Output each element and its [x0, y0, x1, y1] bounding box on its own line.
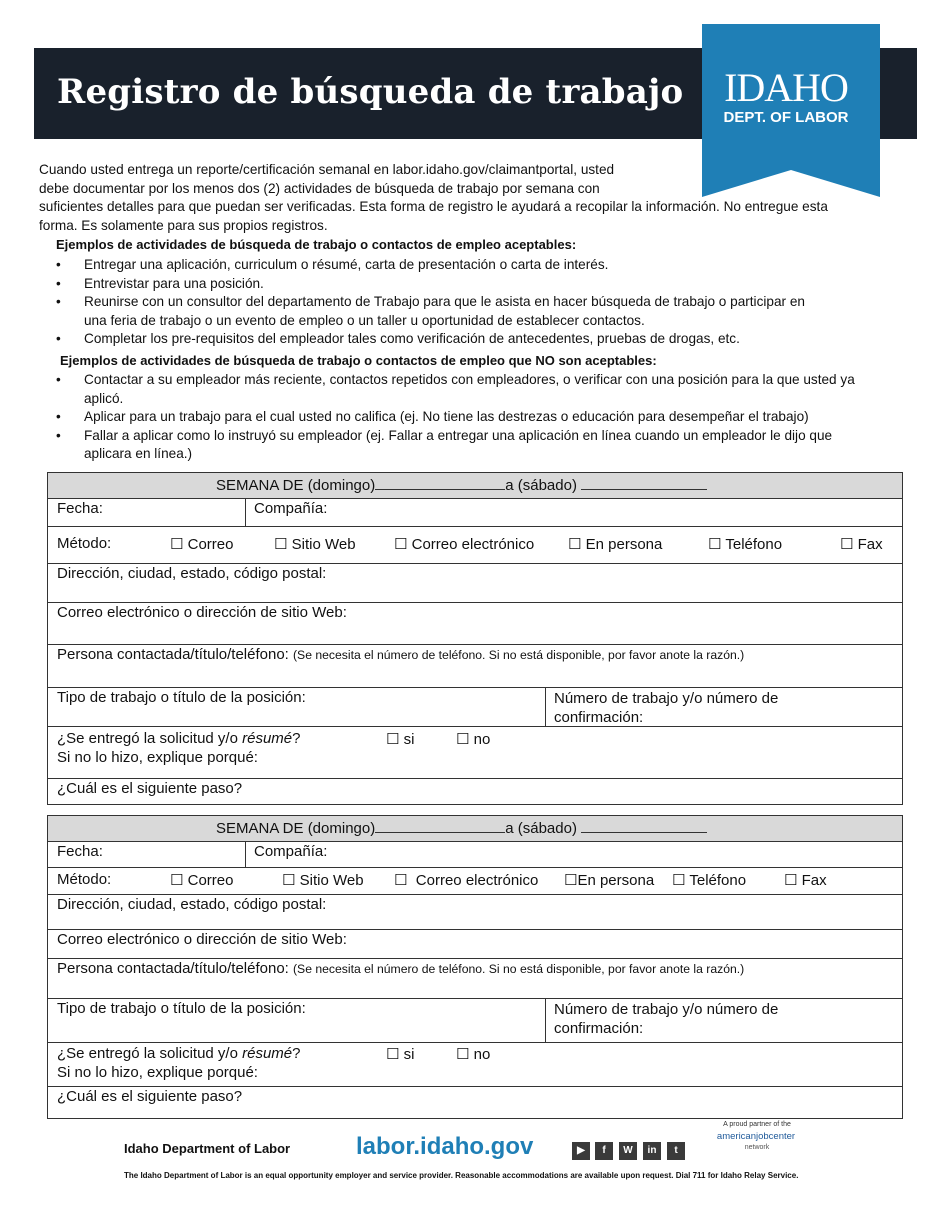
job-number-field[interactable]: Número de trabajo y/o número de confirmación: [554, 690, 779, 726]
explain-field[interactable]: Si no lo hizo, explique porqué: [57, 1064, 258, 1081]
list-item: • Completar los pre-requisitos del empleador tales como verificación de antecedentes, pruebas de drogas, etc. [56, 330, 926, 349]
company-field[interactable]: Compañía: [254, 500, 328, 517]
submitted-row [48, 726, 902, 778]
job-search-entry-2 [47, 815, 903, 1119]
method-checkbox-fax[interactable]: ☐ Fax [784, 871, 827, 889]
method-checkbox-website[interactable]: ☐ Sitio Web [282, 871, 364, 889]
method-label: Método: [57, 871, 112, 888]
submitted-no-checkbox[interactable]: ☐ no [456, 730, 491, 748]
footer-website-link[interactable]: labor.idaho.gov [356, 1133, 534, 1160]
facebook-icon[interactable]: f [595, 1142, 613, 1160]
contact-row[interactable] [48, 644, 902, 687]
contact-note: (Se necesita el número de teléfono. Si no está disponible, por favor anote la razón.) [293, 962, 745, 976]
week-start-field[interactable] [375, 820, 505, 833]
week-label: SEMANA DE (domingo) [216, 820, 376, 837]
contact-note: (Se necesita el número de teléfono. Si no está disponible, por favor anote la razón.) [293, 648, 745, 662]
submitted-yes-checkbox[interactable]: ☐ si [386, 1045, 415, 1063]
job-type-row [48, 687, 902, 726]
week-row [48, 816, 902, 841]
week-row [48, 473, 902, 498]
method-checkbox-email[interactable]: ☐ Correo electrónico [394, 535, 535, 553]
logo-name: IDAHO [724, 65, 848, 110]
list-item: • Fallar a aplicar como lo instruyó su empleador (ej. Fallar a entregar una aplicación en línea cuando un empleador le dijo que aplicara en línea.) [56, 427, 936, 464]
acceptable-heading: Ejemplos de actividades de búsqueda de trabajo o contactos de empleo aceptables: [56, 237, 577, 252]
partner-text: A proud partner of the [723, 1121, 791, 1128]
next-step-label: ¿Cuál es el siguiente paso? [57, 780, 243, 797]
week-start-field[interactable] [375, 477, 505, 490]
linkedin-icon[interactable]: in [643, 1142, 661, 1160]
method-checkbox-mail[interactable]: ☐ Correo [170, 871, 234, 889]
job-search-entry-1 [47, 472, 903, 805]
company-field[interactable]: Compañía: [254, 843, 328, 860]
method-checkbox-in-person[interactable]: ☐ En persona [568, 535, 663, 553]
date-field[interactable]: Fecha: [57, 500, 103, 517]
method-checkbox-website[interactable]: ☐ Sitio Web [274, 535, 356, 553]
method-row [48, 526, 902, 563]
acceptable-list [56, 256, 926, 349]
job-number-field[interactable]: Número de trabajo y/o número de confirmación: [554, 1001, 779, 1037]
job-type-field[interactable]: Tipo de trabajo o título de la posición: [57, 689, 306, 706]
job-type-row [48, 998, 902, 1042]
contact-label: Persona contactada/título/teléfono: [57, 646, 289, 663]
intro-paragraph: Cuando usted entrega un reporte/certificación semanal en labor.idaho.gov/claimantportal, usted debe documentar por los menos dos (2) actividades de búsqueda de trabajo por semana con suficientes detalles para que puedan ser verificadas. Esta forma de registro le ayudará a recopilar la información. No entregue esta forma. Es solamente para sus propios registros. [39, 162, 828, 233]
method-row [48, 867, 902, 894]
submitted-label: ¿Se entregó la solicitud y/o résumé? [57, 1045, 301, 1062]
logo-sub: DEPT. OF LABOR [723, 109, 849, 126]
method-checkbox-in-person[interactable]: ☐En persona [564, 871, 655, 889]
method-checkbox-mail[interactable]: ☐ Correo [170, 535, 234, 553]
next-step-label: ¿Cuál es el siguiente paso? [57, 1088, 243, 1105]
ajc-network-text: network [744, 1144, 770, 1151]
email-label: Correo electrónico o dirección de sitio Web: [57, 604, 347, 621]
address-row[interactable] [48, 563, 902, 602]
submitted-row [48, 1042, 902, 1086]
address-label: Dirección, ciudad, estado, código postal: [57, 896, 327, 913]
american-job-center-logo: americanjobcenter [716, 1131, 796, 1142]
method-checkbox-fax[interactable]: ☐ Fax [840, 535, 883, 553]
address-row[interactable] [48, 894, 902, 929]
submitted-no-checkbox[interactable]: ☐ no [456, 1045, 491, 1063]
week-end-field[interactable] [581, 477, 707, 490]
twitter-icon[interactable]: t [667, 1142, 685, 1160]
not-acceptable-heading: Ejemplos de actividades de búsqueda de trabajo o contactos de empleo que NO son aceptables: [60, 353, 657, 368]
page-title: Registro de búsqueda de trabajo [57, 72, 684, 112]
email-row[interactable] [48, 929, 902, 958]
list-item: • Entrevistar para una posición. [56, 275, 926, 294]
contact-label: Persona contactada/título/teléfono: [57, 960, 289, 977]
week-to-label: a (sábado) [505, 820, 577, 837]
contact-row[interactable] [48, 958, 902, 998]
email-row[interactable] [48, 602, 902, 644]
method-label: Método: [57, 535, 112, 552]
explain-field[interactable]: Si no lo hizo, explique porqué: [57, 749, 258, 766]
wordpress-icon[interactable]: W [619, 1142, 637, 1160]
method-checkbox-email[interactable]: ☐ Correo electrónico [394, 871, 539, 889]
submitted-yes-checkbox[interactable]: ☐ si [386, 730, 415, 748]
list-item: • Entregar una aplicación, curriculum o résumé, carta de presentación o carta de interés. [56, 256, 926, 275]
not-acceptable-list [56, 371, 936, 464]
footer-org-name: Idaho Department of Labor [124, 1141, 291, 1156]
list-item: • Reunirse con un consultor del departamento de Trabajo para que le asista en hacer búsqueda de trabajo o participar en una feria de trabajo o un evento de empleo o un taller u oportunidad de establecer contactos. [56, 293, 926, 330]
method-checkbox-phone[interactable]: ☐ Teléfono [708, 535, 783, 553]
job-type-field[interactable]: Tipo de trabajo o título de la posición: [57, 1000, 306, 1017]
submitted-label: ¿Se entregó la solicitud y/o résumé? [57, 730, 301, 747]
list-item: • Contactar a su empleador más reciente, contactos repetidos con empleadores, o verificar con una posición para la que usted ya aplicó. [56, 371, 936, 408]
date-field[interactable]: Fecha: [57, 843, 103, 860]
method-checkbox-phone[interactable]: ☐ Teléfono [672, 871, 747, 889]
next-step-row[interactable] [48, 778, 902, 804]
email-label: Correo electrónico o dirección de sitio Web: [57, 931, 347, 948]
week-to-label: a (sábado) [505, 477, 577, 494]
footer-disclaimer: The Idaho Department of Labor is an equal opportunity employer and service provider. Reasonable accommodations are available upon request. Dial 711 for Idaho Relay Service. [124, 1171, 799, 1180]
address-label: Dirección, ciudad, estado, código postal: [57, 565, 327, 582]
youtube-icon[interactable]: ▶ [572, 1142, 590, 1160]
date-company-row [48, 498, 902, 526]
list-item: • Aplicar para un trabajo para el cual usted no califica (ej. No tiene las destrezas o educación para desempeñar el trabajo) [56, 408, 936, 427]
week-label: SEMANA DE (domingo) [216, 477, 376, 494]
next-step-row[interactable] [48, 1086, 902, 1118]
date-company-row [48, 841, 902, 867]
week-end-field[interactable] [581, 820, 707, 833]
